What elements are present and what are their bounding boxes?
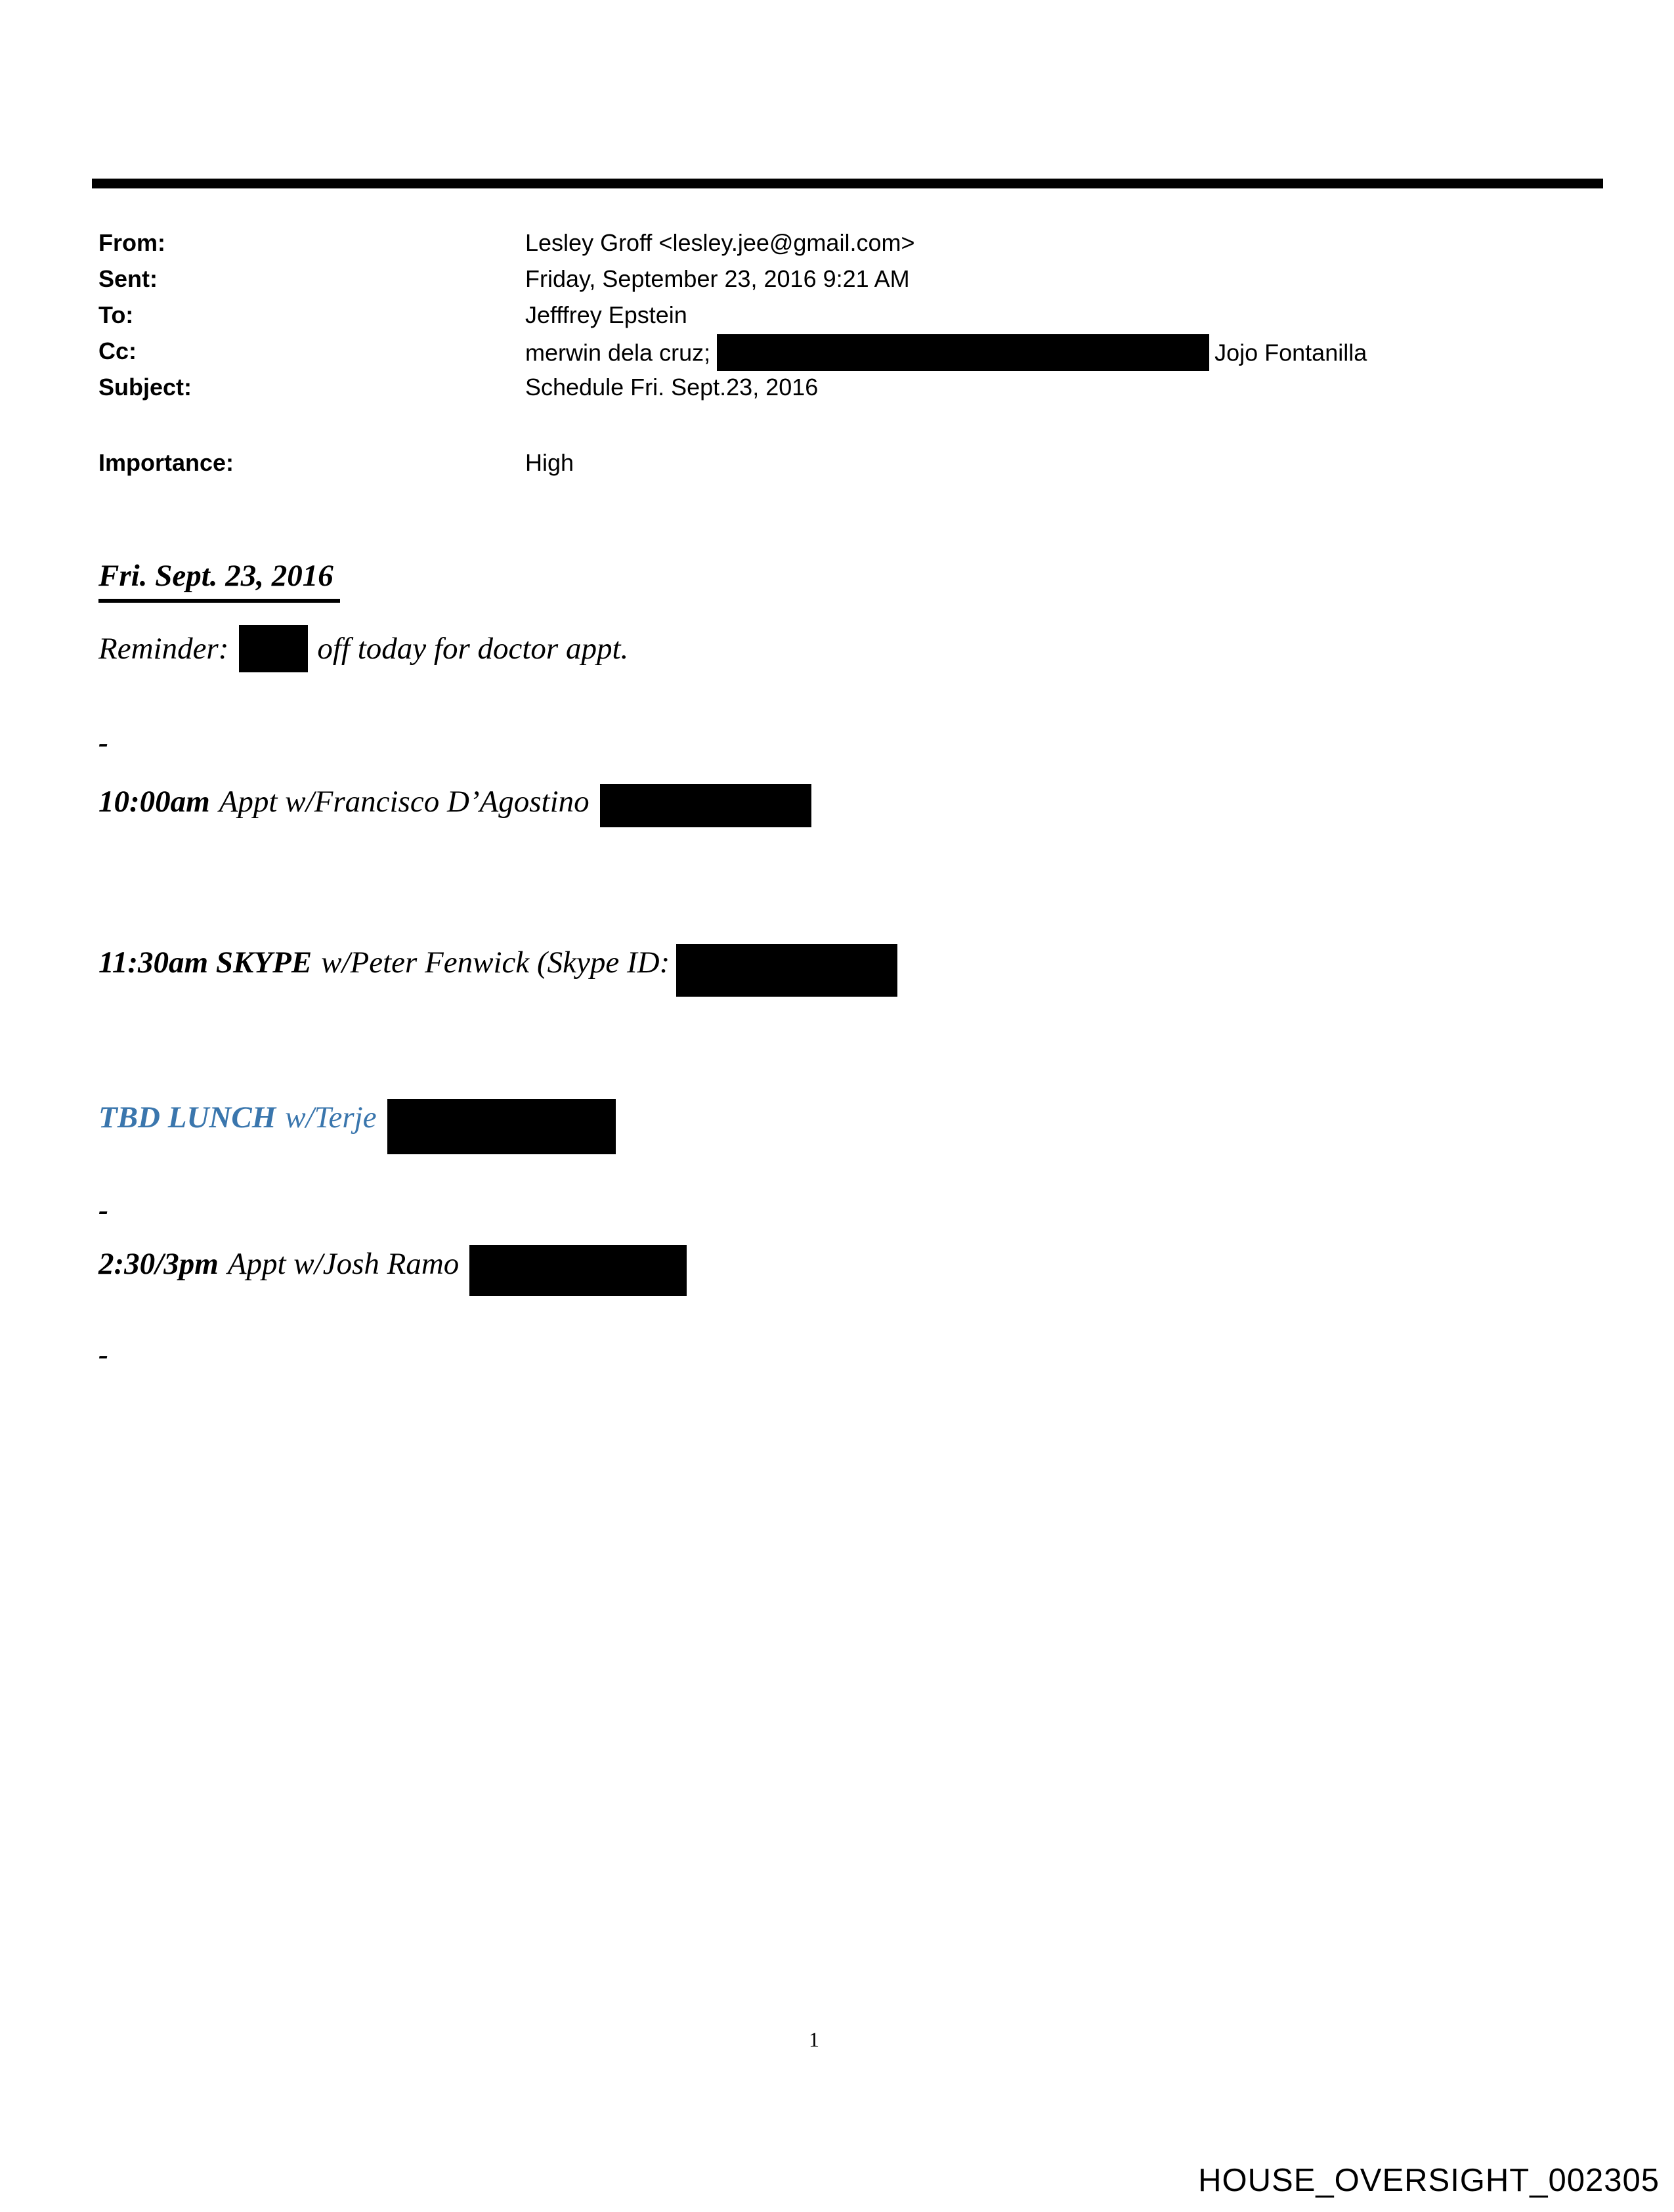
- header-row-sent: [98, 264, 1635, 294]
- separator-dash-2: -: [98, 1194, 108, 1226]
- redaction-box-10am: [600, 784, 811, 827]
- header-label-importance: Importance:: [98, 449, 234, 476]
- event-line-lunch: [98, 1093, 616, 1148]
- header-row-cc: [98, 336, 1635, 366]
- page-number: 1: [809, 2028, 819, 2051]
- reminder-line: [98, 628, 628, 675]
- header-row-importance: [98, 448, 1635, 478]
- header-label-subject: Subject:: [98, 374, 192, 401]
- redaction-box-1130am: [676, 944, 897, 997]
- header-value-to: Jefffrey Epstein: [525, 301, 687, 328]
- date-heading-text: Fri. Sept. 23, 2016: [98, 555, 340, 603]
- header-row-from: [98, 228, 1635, 258]
- event-time-10am: 10:00am: [98, 785, 210, 819]
- cc-value-after-redaction: Jojo Fontanilla: [1214, 339, 1367, 366]
- event-time-1130am: 11:30am SKYPE: [98, 945, 312, 980]
- event-text-10am: Appt w/Francisco D’Agostino: [219, 785, 590, 819]
- header-value-cc: [525, 336, 1367, 373]
- event-text-1130am: w/Peter Fenwick (Skype ID:: [321, 945, 670, 980]
- event-time-lunch: TBD LUNCH: [98, 1100, 276, 1135]
- redaction-box-cc: [717, 334, 1209, 371]
- header-label-cc: Cc:: [98, 337, 137, 364]
- event-text-lunch: w/Terje: [285, 1100, 377, 1135]
- header-label-sent: Sent:: [98, 265, 158, 292]
- header-row-to: [98, 300, 1635, 330]
- cc-value-before-redaction: merwin dela cruz;: [525, 339, 711, 366]
- separator-dash-3: -: [98, 1338, 108, 1371]
- header-row-subject: [98, 372, 1635, 402]
- header-label-from: From:: [98, 229, 165, 256]
- redaction-box-lunch: [387, 1099, 616, 1154]
- event-text-230pm: Appt w/Josh Ramo: [227, 1246, 460, 1281]
- reminder-suffix: off today for doctor appt.: [317, 631, 629, 666]
- separator-dash-1: -: [98, 726, 108, 759]
- header-divider-bar: [92, 179, 1603, 188]
- event-line-10am: [98, 781, 811, 826]
- event-line-230pm: [98, 1241, 687, 1292]
- header-label-to: To:: [98, 301, 134, 328]
- header-value-subject: Schedule Fri. Sept.23, 2016: [525, 374, 819, 401]
- header-value-from: Lesley Groff <lesley.jee@gmail.com>: [525, 229, 915, 256]
- event-time-230pm: 2:30/3pm: [98, 1246, 219, 1281]
- event-line-1130am: [98, 939, 897, 991]
- redaction-box-reminder: [239, 625, 308, 672]
- header-value-importance: High: [525, 449, 574, 476]
- header-value-sent: Friday, September 23, 2016 9:21 AM: [525, 265, 910, 292]
- date-heading: [98, 555, 340, 603]
- reminder-prefix: Reminder:: [98, 631, 229, 666]
- redaction-box-230pm: [469, 1245, 687, 1296]
- bates-number: HOUSE_OVERSIGHT_002305: [1198, 2163, 1660, 2198]
